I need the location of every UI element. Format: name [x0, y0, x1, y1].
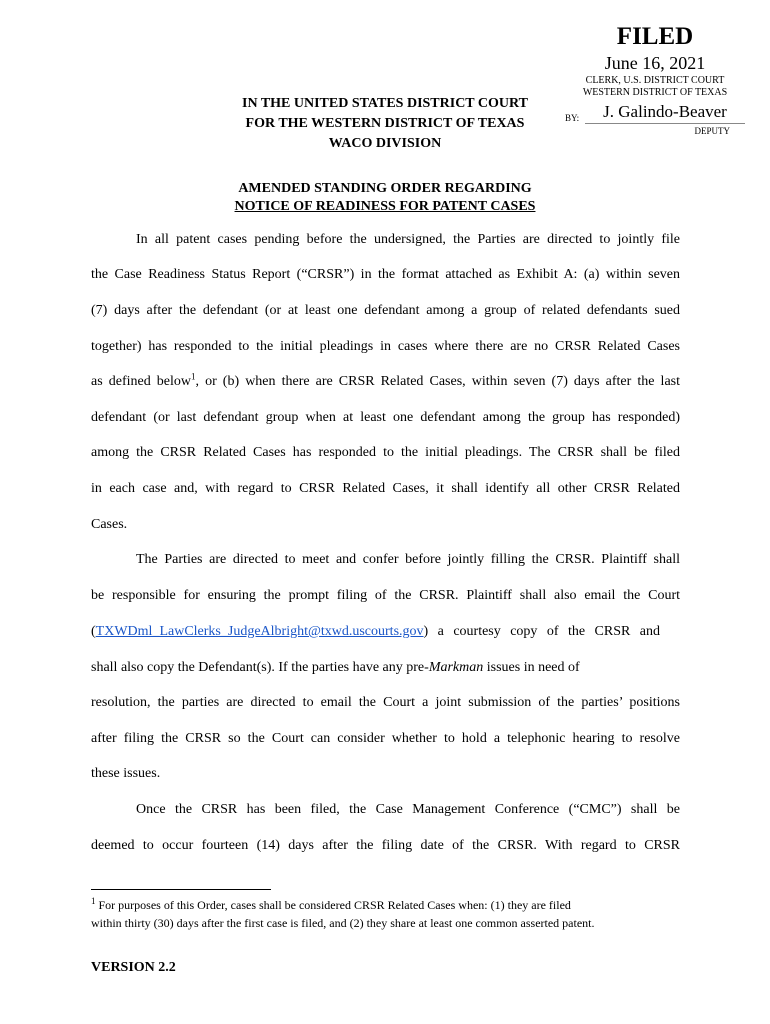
court-line-3: WACO DIVISION	[328, 136, 442, 151]
court-line-2: FOR THE WESTERN DISTRICT OF TEXAS	[245, 116, 525, 131]
body-line: among the CRSR Related Cases has responded to the initial pleadings. The CRSR shall be filed	[91, 445, 680, 460]
body-line: in each case and, with regard to CRSR Related Cases, it shall identify all other CRSR Related	[91, 481, 680, 496]
court-line-1: IN THE UNITED STATES DISTRICT COURT	[242, 96, 528, 111]
order-title-line-2: NOTICE OF READINESS FOR PATENT CASES	[234, 199, 536, 214]
footnote-ref: 1	[191, 371, 196, 382]
filed-stamp-title: FILED	[616, 23, 694, 50]
body-line	[91, 660, 580, 676]
body-line: Cases.	[91, 517, 128, 532]
deputy-label: DEPUTY	[694, 126, 730, 136]
district-label: WESTERN DISTRICT OF TEXAS	[582, 87, 728, 98]
footnote-text: For purposes of this Order, cases shall be considered CRSR Related Cases when: (1) they are filed	[95, 898, 571, 912]
court-caption	[210, 94, 560, 154]
body-text: shall also copy the Defendant(s). If the parties have any pre-	[91, 660, 429, 675]
body-line: (7) days after the defendant (or at least one defendant among a group of related defendants sued	[91, 303, 680, 318]
filed-date: June 16, 2021	[604, 53, 706, 73]
court-email-link[interactable]: TXWDml_LawClerks_JudgeAlbright@txwd.uscourts.gov	[95, 624, 424, 639]
body-line	[91, 371, 680, 390]
footnote-divider	[91, 889, 271, 890]
footnote-line	[91, 898, 571, 913]
version-label: VERSION 2.2	[91, 960, 176, 975]
body-line: resolution, the parties are directed to email the Court a joint submission of the parties’ positions	[91, 695, 680, 710]
body-line: these issues.	[91, 766, 161, 781]
body-line: Once the CRSR has been filed, the Case Management Conference (“CMC”) shall be	[136, 802, 680, 817]
body-line: together) has responded to the initial pleadings in cases where there are no CRSR Related Cases	[91, 339, 680, 354]
body-line: deemed to occur fourteen (14) days after the filing date of the CRSR. With regard to CRSR	[91, 838, 680, 853]
body-line: In all patent cases pending before the undersigned, the Parties are directed to jointly file	[136, 232, 680, 247]
body-line: The Parties are directed to meet and confer before jointly filling the CRSR. Plaintiff shall	[136, 552, 680, 567]
body-text: as defined below	[91, 374, 191, 389]
deputy-signature: J. Galindo-Beaver	[585, 103, 745, 124]
by-label: BY:	[565, 113, 580, 123]
body-text: issues in need of	[483, 660, 580, 675]
body-text: (	[91, 624, 96, 639]
body-line: defendant (or last defendant group when at least one defendant among the group has responded)	[91, 410, 680, 425]
body-text: ) a courtesy copy of the CRSR and	[423, 624, 660, 639]
footnote-marker: 1	[91, 896, 96, 906]
body-line: the Case Readiness Status Report (“CRSR”) in the format attached as Exhibit A: (a) within seven	[91, 267, 680, 282]
order-title-line-1: AMENDED STANDING ORDER REGARDING	[238, 181, 532, 196]
body-text: , or (b) when there are CRSR Related Cases, within seven (7) days after the last	[195, 374, 680, 389]
body-line: be responsible for ensuring the prompt filing of the CRSR. Plaintiff shall also email the Court	[91, 588, 680, 603]
body-italic: Markman	[428, 660, 484, 675]
order-title	[150, 180, 620, 216]
body-line: after filing the CRSR so the Court can consider whether to hold a telephonic hearing to resolve	[91, 731, 680, 746]
footnote-line: within thirty (30) days after the first case is filed, and (2) they share at least one common asserted patent.	[91, 916, 595, 930]
clerk-label: CLERK, U.S. DISTRICT COURT	[585, 75, 725, 86]
body-line	[91, 624, 660, 640]
stamp-by-row	[565, 104, 745, 124]
